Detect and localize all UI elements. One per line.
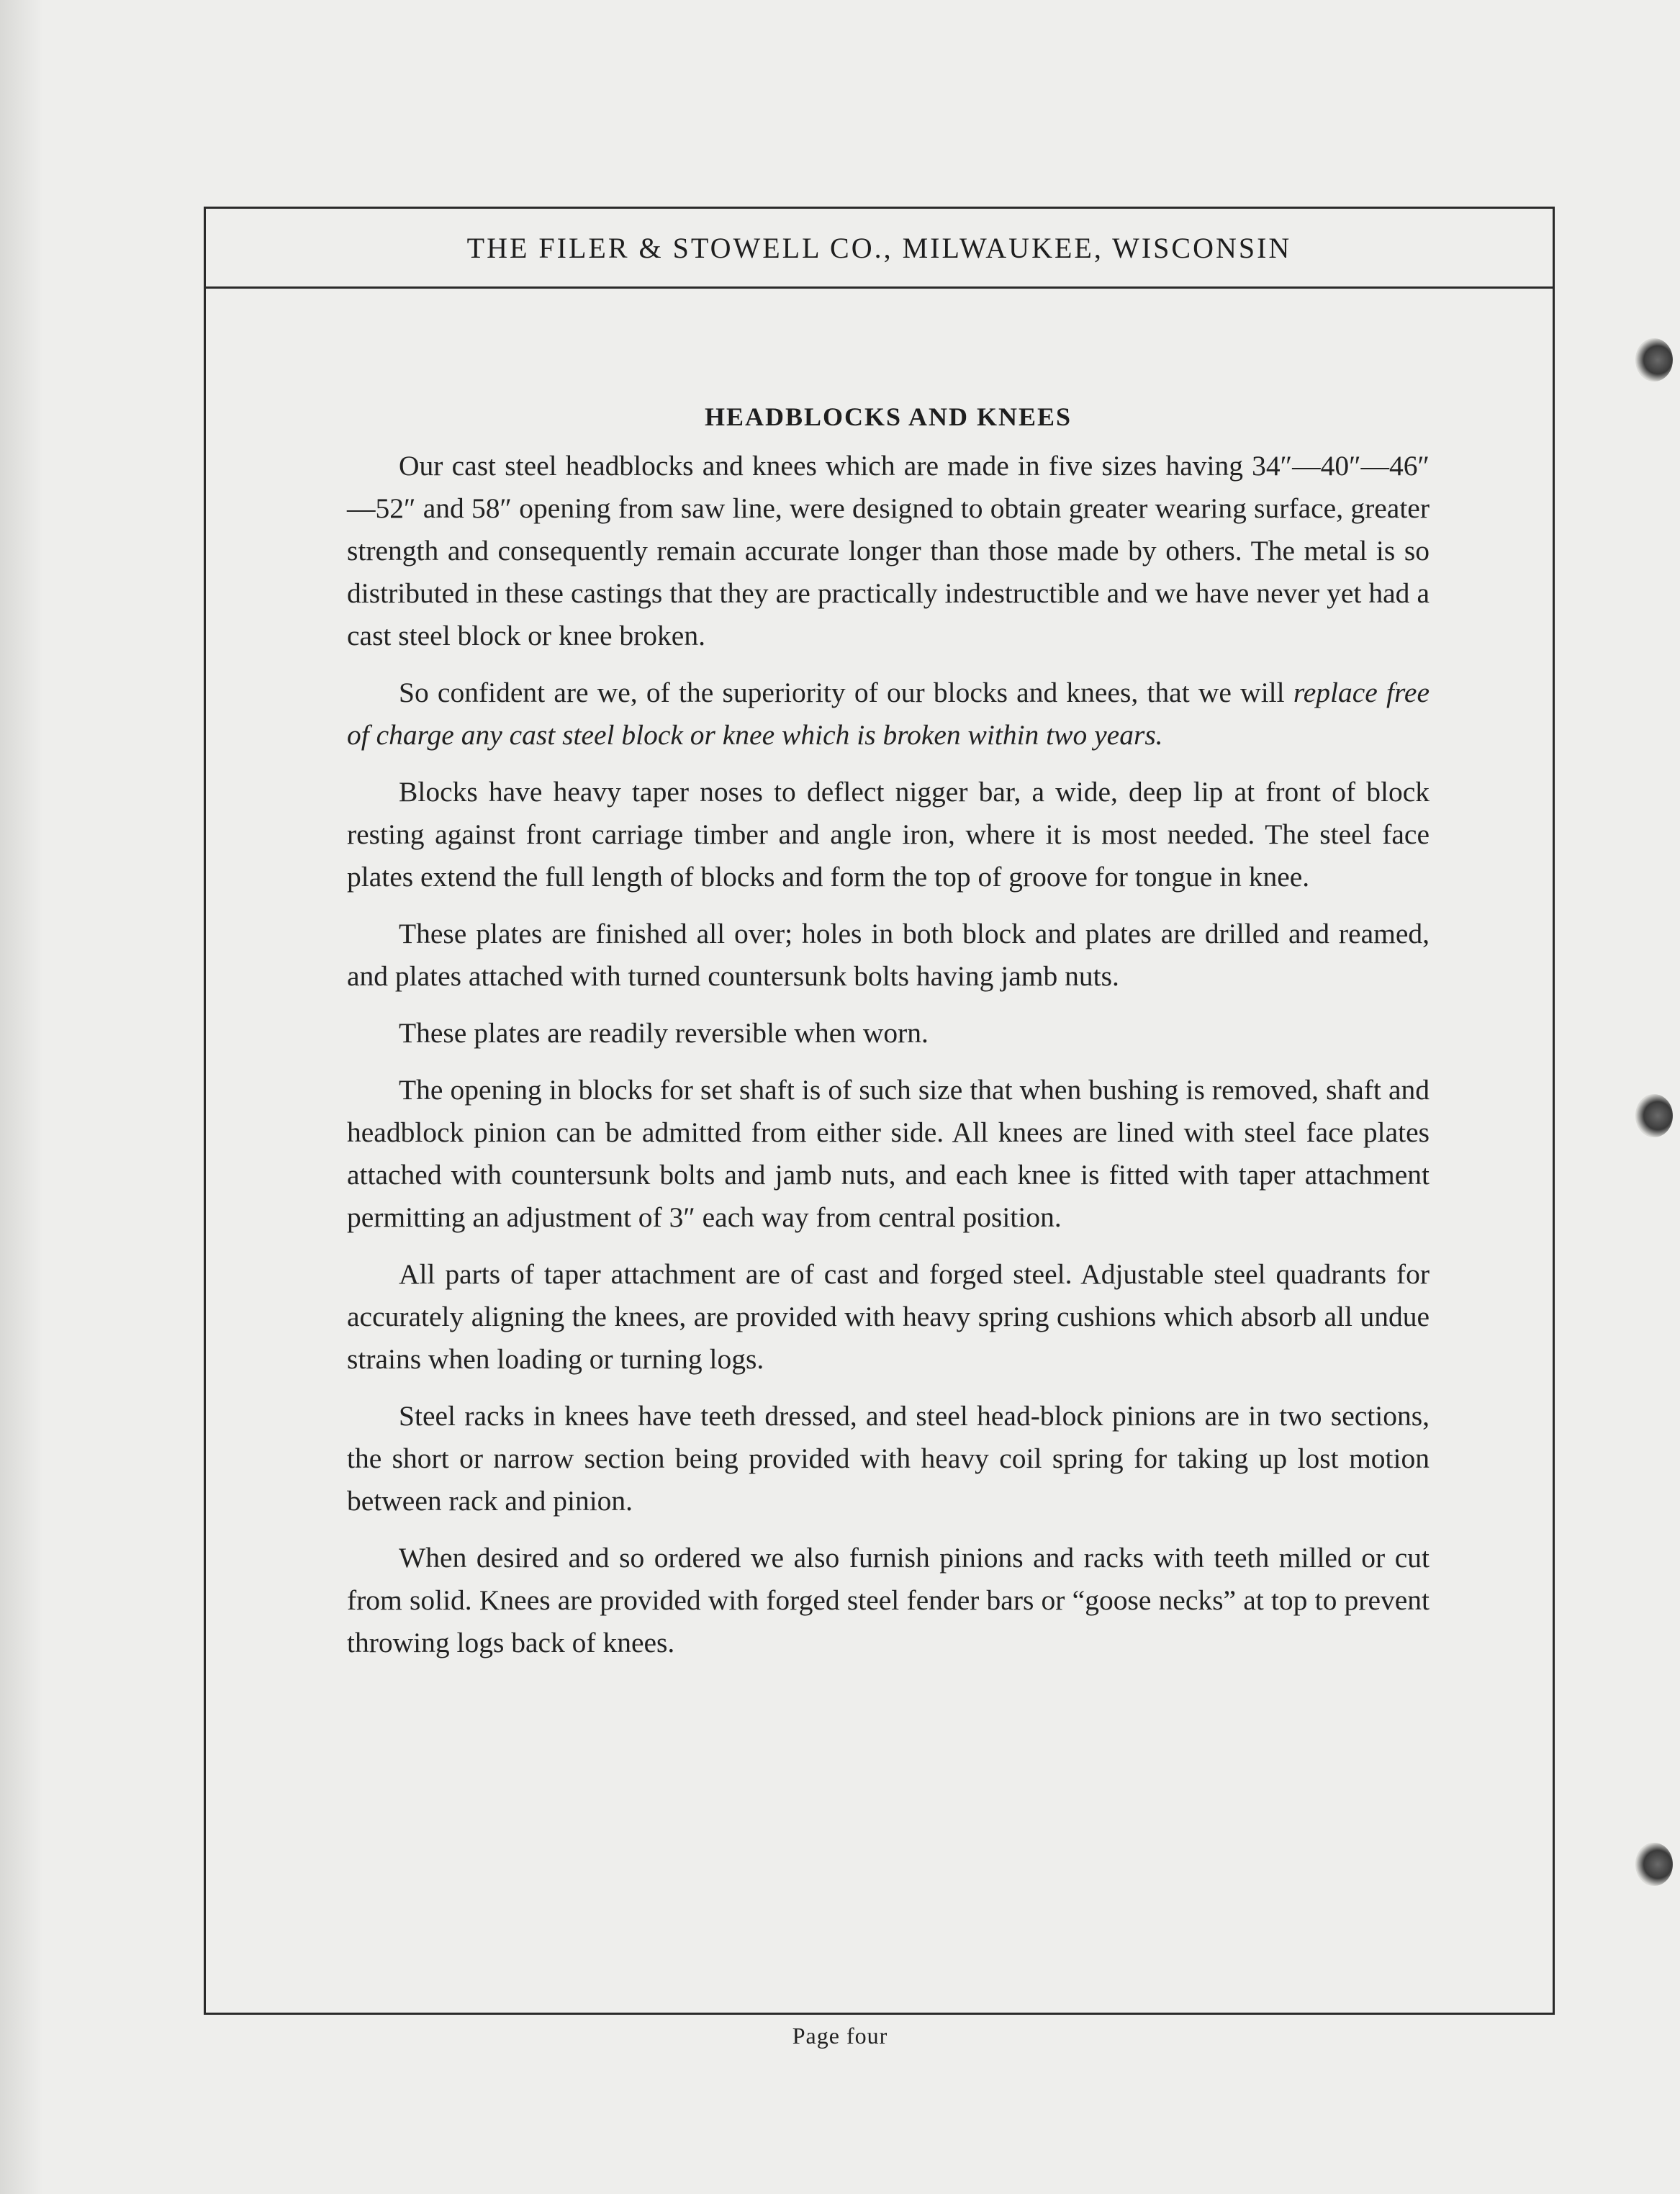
- article-body: [347, 402, 1430, 1679]
- binding-hole-icon: [1635, 1094, 1673, 1137]
- binding-hole-icon: [1635, 1843, 1673, 1886]
- article-heading: HEADBLOCKS AND KNEES: [704, 402, 1072, 431]
- page-edge-shadow: [0, 0, 43, 2194]
- paragraph-plates: These plates are finished all over; holes in both block and plates are drilled and reamed, and plates attached with turned countersunk bolts having jamb nuts.: [347, 918, 1430, 992]
- paragraph-taper: All parts of taper attachment are of cast and forged steel. Adjustable steel quadrants for accurately aligning the knees, are provided with heavy spring cushions which absorb all undue strains when loading or turning logs.: [347, 1258, 1430, 1375]
- paragraph-pinions: When desired and so ordered we also furnish pinions and racks with teeth milled or cut from solid. Knees are provided with forged steel fender bars or “goose necks” at top to prevent throwing logs back of knees.: [347, 1542, 1430, 1658]
- page-frame: [204, 207, 1555, 2015]
- paragraph-opening: The opening in blocks for set shaft is of such size that when bushing is removed, shaft and headblock pinion can be admitted from either side. All knees are lined with steel face plates attached with countersunk bolts and jamb nuts, and each knee is fitted with taper attachment permitting an adjustment of 3″ each way from central position.: [347, 1074, 1430, 1233]
- paragraph-sizes: Our cast steel headblocks and knees which are made in five sizes having 34″—40″—46″—52″ and 58″ opening from saw line, were designed to obtain greater wearing surface, greater strength and consequently remain accurate longer than those made by others. The metal is so distributed in these castings that they are practically indestructible and we have never yet had a cast steel block or knee broken.: [347, 450, 1430, 651]
- guarantee-lead: So confident are we, of the superiority of our blocks and knees, that we will: [399, 677, 1293, 708]
- paragraph-guarantee: [347, 672, 1430, 757]
- paragraph-reversible: These plates are readily reversible when worn.: [399, 1017, 929, 1049]
- binding-hole-icon: [1635, 338, 1673, 382]
- paragraph-blocks: Blocks have heavy taper noses to deflect nigger bar, a wide, deep lip at front of block resting against front carriage timber and angle iron, where it is most needed. The steel face plates extend the full length of blocks and form the top of groove for tongue in knee.: [347, 776, 1430, 893]
- page-number: Page four: [792, 2023, 888, 2049]
- paragraph-racks: Steel racks in knees have teeth dressed, and steel head-block pinions are in two sections, the short or narrow section being provided with heavy coil spring for taking up lost motion between rack and pinion.: [347, 1400, 1430, 1517]
- masthead: THE FILER & STOWELL CO., MILWAUKEE, WISCONSIN: [206, 209, 1553, 289]
- guarantee-italic: replace free of charge any cast steel block or knee which is broken within two years.: [347, 677, 1430, 751]
